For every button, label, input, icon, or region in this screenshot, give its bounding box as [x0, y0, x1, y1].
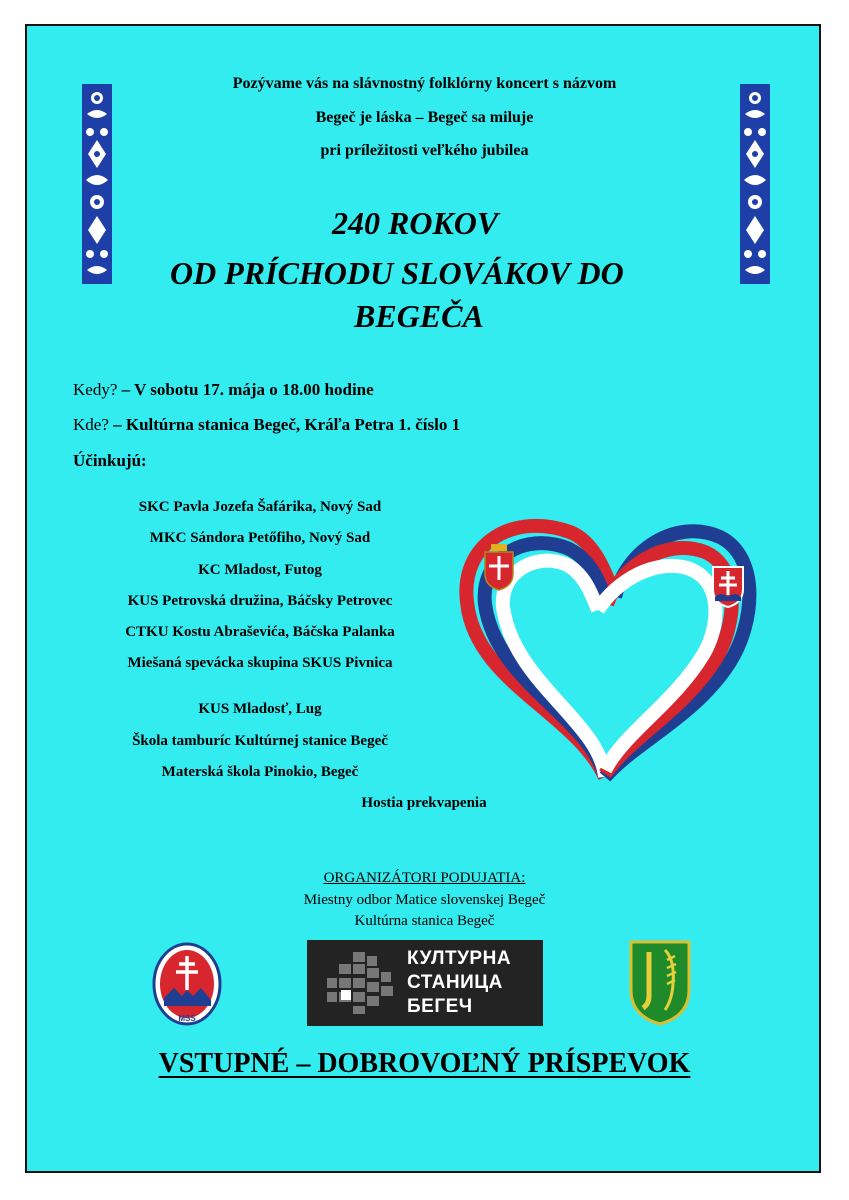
entry-fee-notice: VSTUPNÉ – DOBROVOĽNÝ PRÍSPEVOK — [158, 1048, 691, 1079]
performer-item: SKC Pavla Jozefa Šafárika, Nový Sad — [138, 499, 382, 515]
mss-logo — [152, 942, 222, 1026]
invitation-line-3: pri príležitosti veľkého jubilea — [320, 142, 529, 159]
invitation-line-2: Begeč je láska – Begeč sa miluje — [315, 109, 534, 126]
performer-item: Škola tamburíc Kultúrnej stanice Begeč — [132, 733, 388, 749]
organizers-heading: ORGANIZÁTORI PODUJATIA: — [323, 870, 526, 886]
kulturna-stanica-logo — [307, 940, 543, 1026]
performer-item: MKC Sándora Petőfiho, Nový Sad — [149, 530, 371, 546]
performers-label: Účinkujú: — [73, 451, 147, 470]
where-label: Kde? — [73, 415, 109, 434]
when-row — [73, 380, 374, 400]
organizer-item: Miestny odbor Matice slovenskej Begeč — [303, 892, 546, 908]
when-label: Kedy? — [73, 380, 118, 399]
organizer-item: Kultúrna stanica Begeč — [354, 913, 495, 929]
mss-logo-text: MSS — [178, 1014, 196, 1023]
performer-item: CTKU Kostu Abraševića, Báčska Palanka — [125, 624, 395, 640]
invitation-line-1: Pozývame vás na slávnostný folklórny koncert s názvom — [232, 75, 617, 92]
headline-line-1: 240 ROKOV — [332, 205, 499, 241]
headline-line-3: BEGEČA — [354, 298, 484, 334]
where-row — [73, 415, 460, 435]
performer-item: Miešaná spevácka skupina SKUS Pivnica — [127, 655, 393, 671]
logo-text-line: БЕГЕЧ — [407, 996, 473, 1017]
performer-item: KUS Petrovská družina, Báčsky Petrovec — [127, 593, 393, 609]
logo-text-line: СТАНИЦА — [407, 972, 503, 993]
performer-item: KC Mladost, Futog — [198, 562, 322, 578]
performer-item: Materská škola Pinokio, Begeč — [161, 764, 359, 780]
where-value: – Kultúrna stanica Begeč, Kráľa Petra 1. číslo 1 — [113, 415, 461, 434]
when-value: – V sobotu 17. mája o 18.00 hodine — [121, 380, 374, 399]
performer-item: KUS Mladosť, Lug — [198, 701, 322, 717]
map-mosaic-icon — [323, 950, 403, 1016]
logo-text-line: КУЛТУРНА — [407, 948, 512, 969]
headline-line-2: OD PRÍCHODU SLOVÁKOV DO — [170, 255, 624, 291]
begec-crest-logo — [629, 940, 691, 1026]
heart-ribbon-icon — [455, 512, 775, 782]
performer-item: Hostia prekvapenia — [361, 795, 487, 811]
